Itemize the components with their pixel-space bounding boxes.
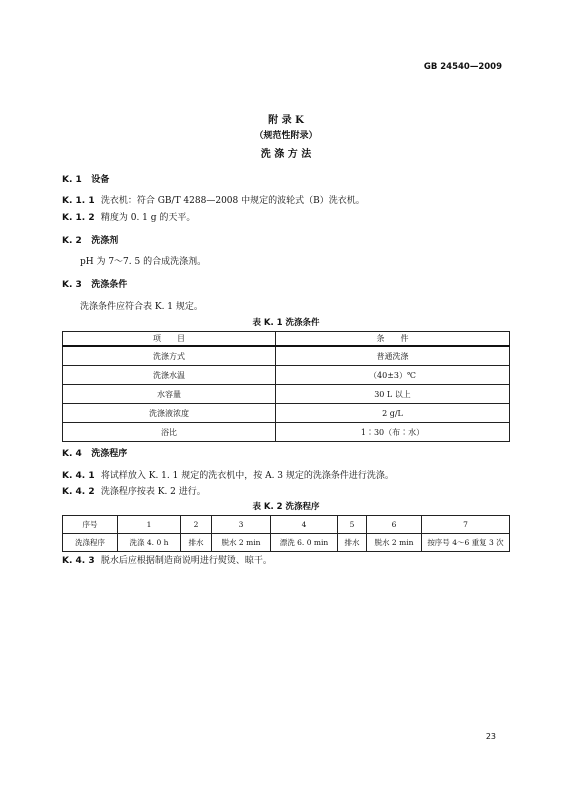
table-cell: 7 xyxy=(422,516,510,534)
clause-k1-1 xyxy=(62,193,365,206)
clause-number: K. 4. 2 xyxy=(62,487,95,497)
section-title: 设备 xyxy=(91,175,110,185)
section-number: K. 3 xyxy=(62,280,82,290)
page-number: 23 xyxy=(485,732,496,741)
section-title: 洗涤剂 xyxy=(91,236,119,246)
appendix-subtitle: （规范性附录） xyxy=(254,131,318,141)
table1-caption: 表 K. 1 洗涤条件 xyxy=(252,318,320,328)
clause-number: K. 4. 3 xyxy=(62,556,95,566)
table-cell: 4 xyxy=(271,516,338,534)
clause-k4-3 xyxy=(62,553,272,566)
table-cell: 脱水 2 min xyxy=(367,534,422,552)
clause-number: K. 1. 2 xyxy=(62,213,95,223)
table-row xyxy=(63,385,510,404)
table-row xyxy=(63,366,510,385)
clause-number: K. 4. 1 xyxy=(62,471,95,481)
table-cell: 水容量 xyxy=(63,385,276,404)
clause-k3-text: 洗涤条件应符合表 K. 1 规定。 xyxy=(80,302,203,312)
table-cell: 按序号 4～6 重复 3 次 xyxy=(422,534,510,552)
clause-k1-2 xyxy=(62,210,195,223)
washing-procedure-table xyxy=(62,515,510,552)
table-row xyxy=(63,534,510,552)
table-cell: 普通洗涤 xyxy=(276,346,510,366)
table-cell: （40±3）℃ xyxy=(276,366,510,385)
column-header: 条 件 xyxy=(276,332,510,347)
standard-code: GB 24540—2009 xyxy=(423,62,502,72)
clause-text: 精度为 0. 1 g 的天平。 xyxy=(100,213,196,223)
washing-conditions-table xyxy=(62,331,510,442)
clause-text: 脱水后应根据制造商说明进行熨烫、晾干。 xyxy=(100,556,272,566)
section-number: K. 4 xyxy=(62,449,82,459)
column-header: 项 目 xyxy=(63,332,276,347)
table-cell: 浴比 xyxy=(63,423,276,442)
table-header-row xyxy=(63,332,510,347)
table2-caption: 表 K. 2 洗涤程序 xyxy=(252,502,320,512)
section-heading-k2 xyxy=(62,233,118,246)
table-cell: 1 xyxy=(118,516,181,534)
appendix-title: 附 录 K xyxy=(268,115,304,126)
table-row xyxy=(63,346,510,366)
table-cell: 脱水 2 min xyxy=(212,534,271,552)
table-cell: 2 g/L xyxy=(276,404,510,423)
table-row xyxy=(63,404,510,423)
table-cell: 6 xyxy=(367,516,422,534)
table-cell: 30 L 以上 xyxy=(276,385,510,404)
clause-text: 洗涤程序按表 K. 2 进行。 xyxy=(100,487,206,497)
table-cell: 5 xyxy=(338,516,367,534)
section-title: 洗涤条件 xyxy=(91,280,128,290)
table-cell: 序号 xyxy=(63,516,118,534)
table-cell: 排水 xyxy=(338,534,367,552)
table-cell: 洗涤 4. 0 h xyxy=(118,534,181,552)
clause-k4-2 xyxy=(62,484,206,497)
table-row xyxy=(63,423,510,442)
table-cell: 洗涤程序 xyxy=(63,534,118,552)
clause-k4-1 xyxy=(62,468,394,481)
table-cell: 排水 xyxy=(181,534,212,552)
section-heading-k3 xyxy=(62,277,127,290)
table-cell: 漂洗 6. 0 min xyxy=(271,534,338,552)
table-cell: 2 xyxy=(181,516,212,534)
section-heading-k1 xyxy=(62,172,109,185)
table-cell: 洗涤方式 xyxy=(63,346,276,366)
clause-text: 洗衣机：符合 GB/T 4288—2008 中规定的波轮式（B）洗衣机。 xyxy=(100,196,365,206)
table-cell: 洗涤液浓度 xyxy=(63,404,276,423)
table-header-row xyxy=(63,516,510,534)
section-heading-k4 xyxy=(62,446,127,459)
table-cell: 1∶30（布∶水） xyxy=(276,423,510,442)
section-number: K. 1 xyxy=(62,175,82,185)
table-cell: 3 xyxy=(212,516,271,534)
clause-number: K. 1. 1 xyxy=(62,196,95,206)
section-title: 洗涤程序 xyxy=(91,449,128,459)
section-number: K. 2 xyxy=(62,236,82,246)
table-cell: 洗涤水温 xyxy=(63,366,276,385)
clause-k2-text: pH 为 7～7. 5 的合成洗涤剂。 xyxy=(80,257,207,267)
appendix-name: 洗 涤 方 法 xyxy=(260,149,312,160)
clause-text: 将试样放入 K. 1. 1 规定的洗衣机中，按 A. 3 规定的洗涤条件进行洗涤。 xyxy=(100,471,394,481)
